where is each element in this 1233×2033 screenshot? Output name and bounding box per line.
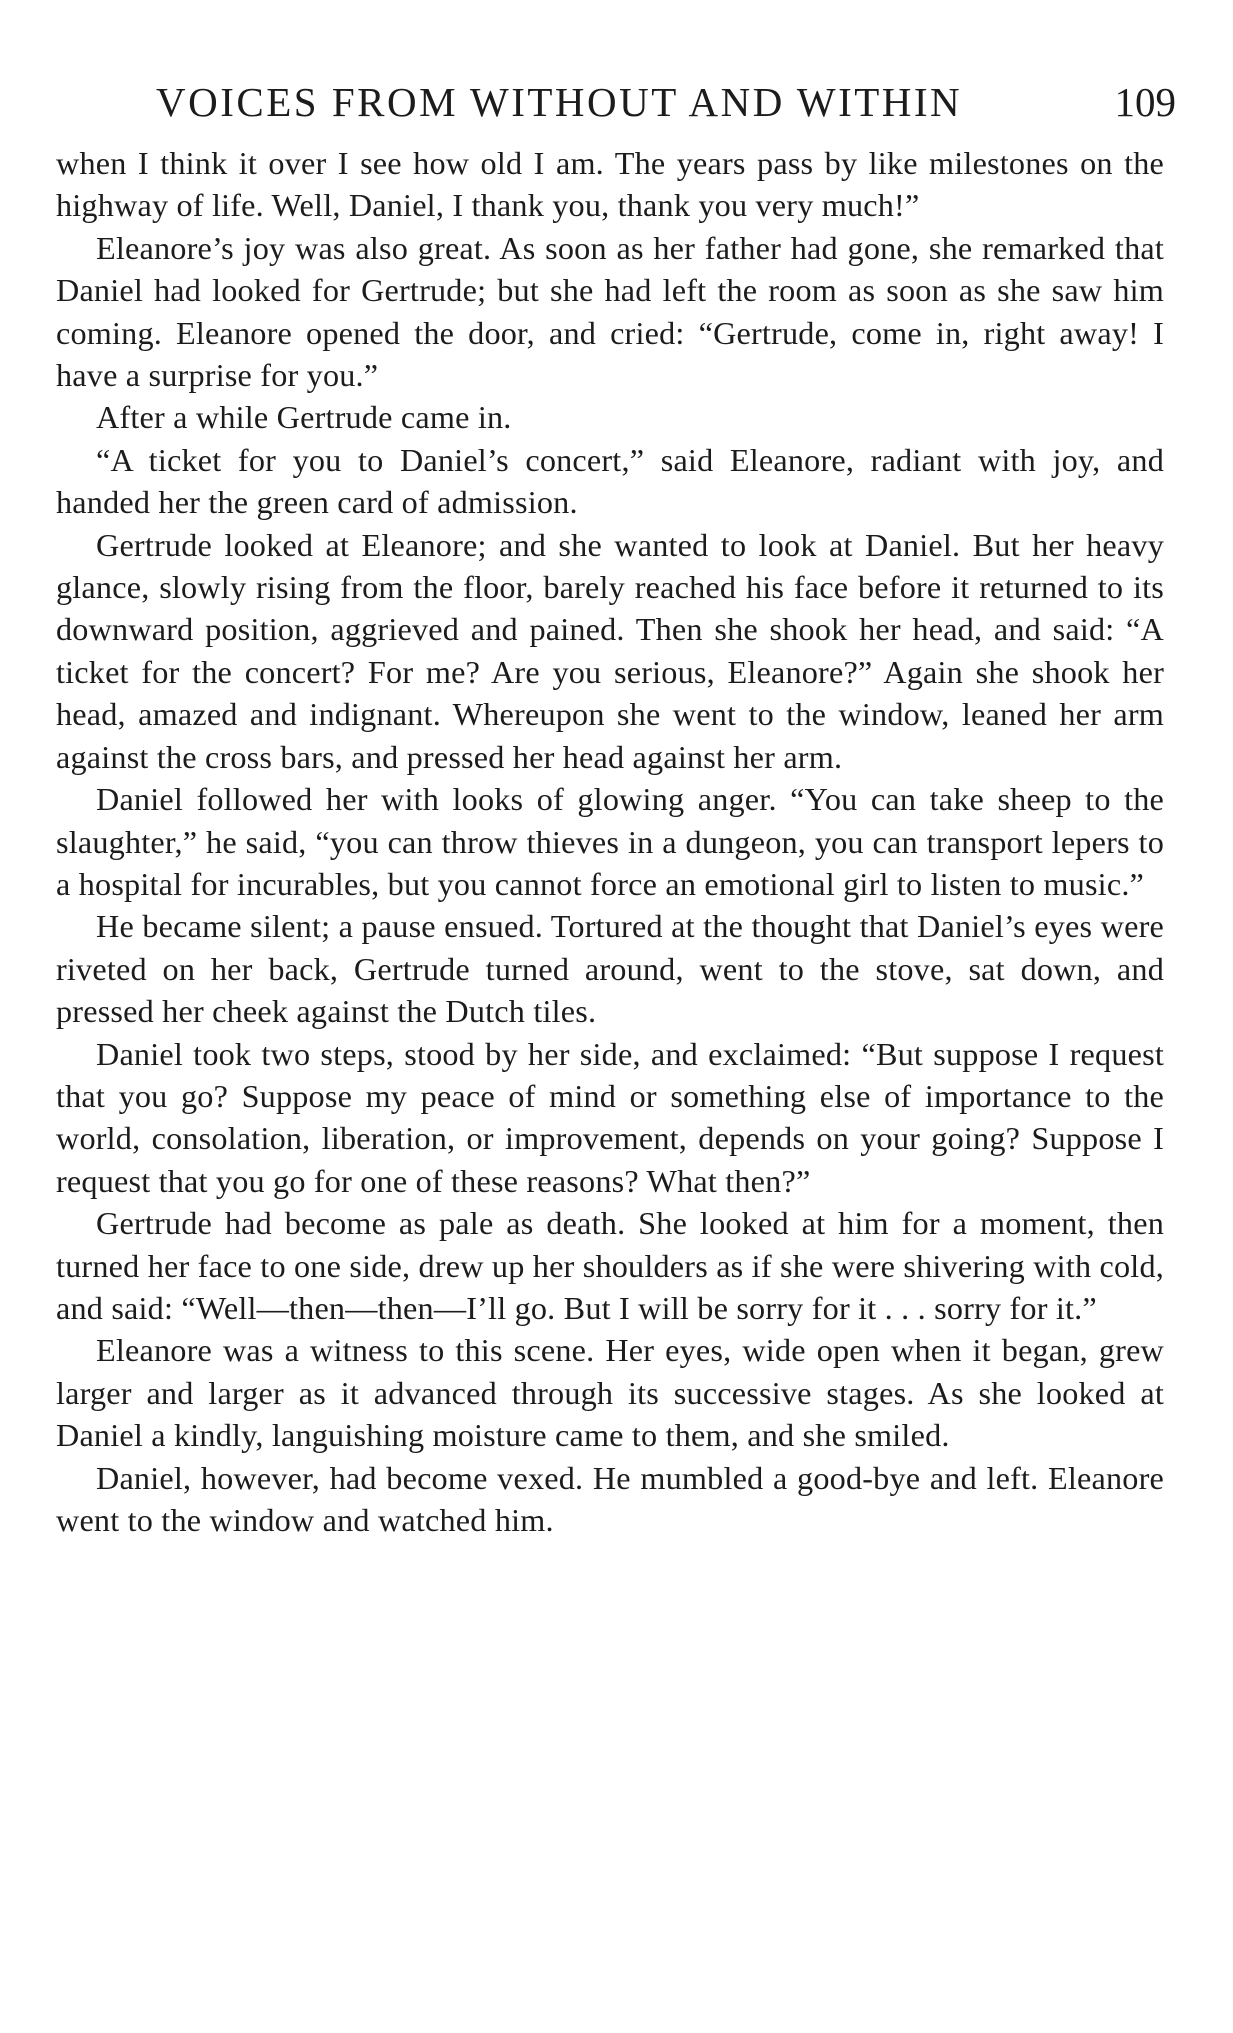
paragraph: He became silent; a pause ensued. Tortured at the thought that Daniel’s eyes were riveted on her back, Gertrude turned around, went to the stove, sat down, and pressed her cheek against the Dutch tiles. [56,908,1164,1030]
paragraph: Gertrude looked at Eleanore; and she wanted to look at Daniel. But her heavy glance, slowly rising from the floor, barely reached his face before it returned to its downward position, aggrieved and pained. Then she shook her head, and said: “A ticket for the concert? For me? Are you serious, Eleanore?” Again she shook her head, amazed and indignant. Whereupon she went to the window, leaned her arm against the cross bars, and pressed her head against her arm. [56,526,1164,775]
paragraph: Daniel took two steps, stood by her side, and exclaimed: “But suppose I request that you go? Suppose my peace of mind or something else of importance to the world, consolation, liberation, or improvement, depends on your going? Suppose I request that you go for one of these reasons? What then?” [56,1035,1164,1199]
body-text [56,142,1164,1541]
page-number: 109 [1114,79,1176,125]
paragraph: “A ticket for you to Daniel’s concert,” said Eleanore, radiant with joy, and handed her the green card of admission. [56,441,1164,521]
paragraph: Gertrude had become as pale as death. She looked at him for a moment, then turned her face to one side, drew up her shoulders as if she were shivering with cold, and said: “Well—then—then—I’ll go. But I will be sorry for it . . . sorry for it.” [56,1205,1164,1326]
paragraph: After a while Gertrude came in. [96,399,512,436]
paragraph: when I think it over I see how old I am. The years pass by like milestones on the highway of life. Well, Daniel, I thank you, thank you very much!” [56,145,1164,224]
running-title: VOICES FROM WITHOUT AND WITHIN [156,79,963,125]
paragraph: Daniel, however, had become vexed. He mumbled a good-bye and left. Eleanore went to the window and watched him. [56,1459,1164,1538]
paragraph: Eleanore was a witness to this scene. Her eyes, wide open when it began, grew larger and larger as it advanced through its successive stages. As she looked at Daniel a kindly, languishing moisture came to them, and she smiled. [56,1332,1164,1454]
paragraph: Eleanore’s joy was also great. As soon as her father had gone, she remarked that Daniel had looked for Gertrude; but she had left the room as soon as she saw him coming. Eleanore opened the door, and cried: “Gertrude, come in, right away! I have a surprise for you.” [56,229,1164,394]
running-head [56,72,1176,142]
book-page [56,72,1176,1541]
paragraph: Daniel followed her with looks of glowing anger. “You can take sheep to the slaughter,” he said, “you can throw thieves in a dungeon, you can transport lepers to a hospital for incurables, but you cannot force an emotional girl to listen to music.” [56,781,1164,902]
